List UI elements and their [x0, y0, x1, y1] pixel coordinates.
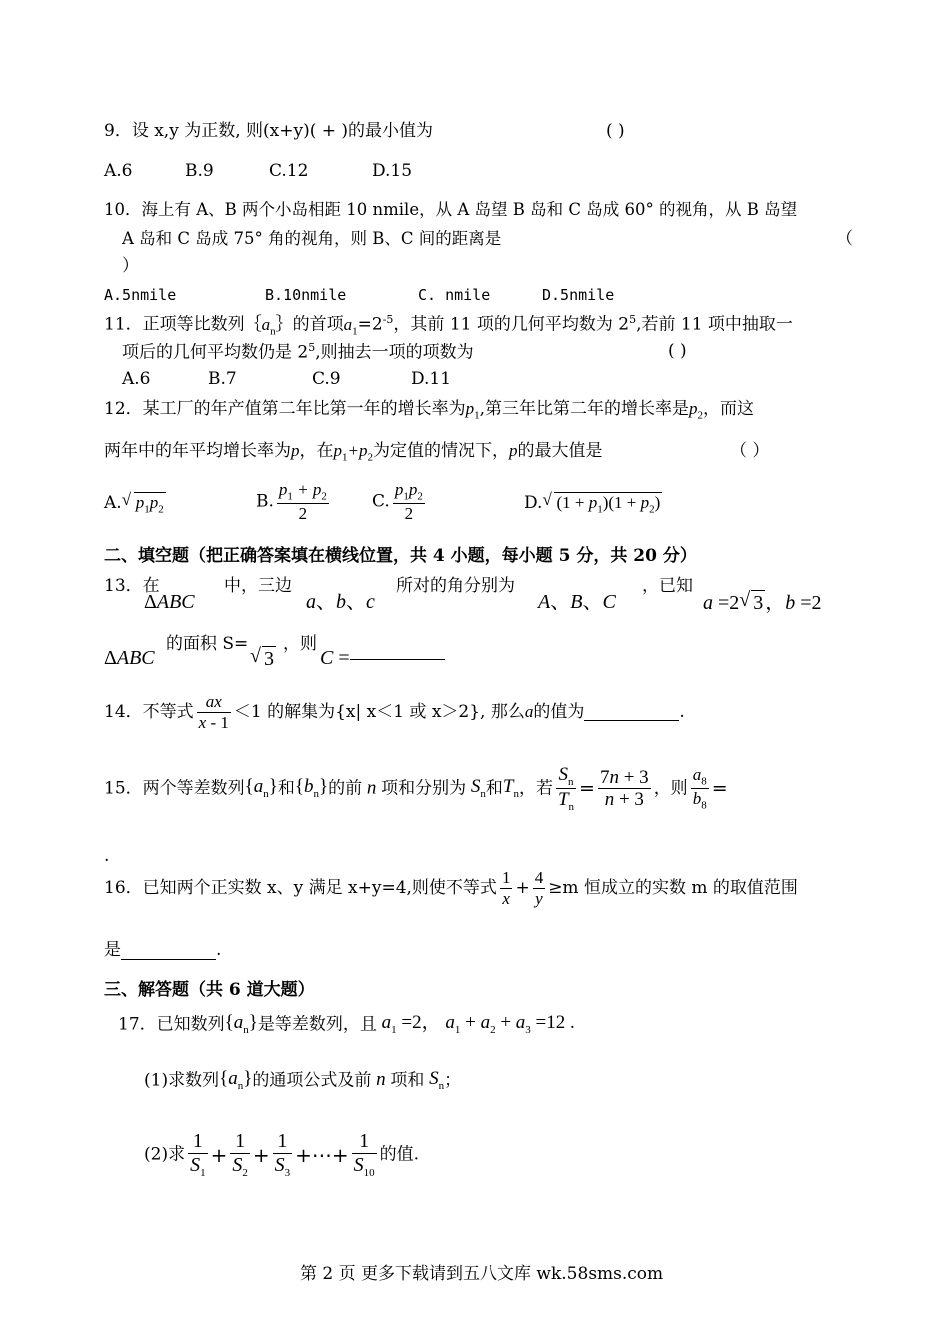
q13-text-e: 的面积 S=: [166, 634, 249, 654]
q9-option-c: C.12: [269, 161, 309, 181]
q10-line2: A 岛和 C 岛成 75° 角的视角，则 B、C 间的距离是: [122, 229, 502, 248]
q12-answer-paren: （ ）: [730, 441, 770, 461]
q16-line2: 是 .: [104, 940, 222, 960]
q10-line1: 10．海上有 A、B 两个小岛相距 10 nmile，从 A 岛望 B 岛和 C 岛成 60° 的视角，从 B 岛望: [104, 200, 798, 219]
q13-text-b: 中，三边: [224, 576, 292, 596]
q13-line1: 13．在: [104, 576, 160, 596]
q13-given: a =2√ 3 ，b =2: [703, 590, 822, 615]
q10-option-d: D.5nmile: [542, 286, 615, 304]
q12-line2: 两年中的年平均增长率为p，在$p_1+p_2$为定值的情况下，p的最大值是: [104, 441, 603, 464]
q13-text-d: ，已知: [642, 576, 693, 596]
section3-heading: 三、解答题（共 6 道大题）: [104, 980, 315, 1000]
q13-sides: a、b、c: [306, 591, 375, 613]
q17-part2: (2)求 $\frac{1}{S_1}$ + $\frac{1}{S_2}$ + $\frac{1}{S_3}$ +⋯+ $\frac{1}{S_{10}}$ 的值.: [144, 1130, 420, 1179]
q13-text-f: ，则: [283, 634, 317, 654]
q12-option-a: A.√ $p_1p_2$: [104, 492, 166, 517]
q13-angles: A、B、C: [538, 591, 616, 613]
q10-paren-open: （: [836, 229, 853, 249]
q11-option-d: D.11: [411, 369, 452, 389]
q9-option-d: D.15: [372, 161, 413, 181]
q12-option-d: D.√ $(1 + p_1)(1 + p_2)$: [524, 492, 662, 517]
section2-heading: 二、填空题（把正确答案填在横线位置，共 4 小题，每小题 5 分，共 20 分）: [104, 546, 697, 566]
q15-period: .: [104, 846, 110, 866]
q10-paren-close: ）: [122, 256, 139, 276]
q9-option-b: B.9: [185, 161, 214, 181]
q13-text-c: 所对的角分别为: [396, 576, 515, 596]
q9-stem: 9．设 x,y 为正数, 则(x+y)( + )的最小值为: [104, 121, 434, 141]
q12-option-c: C. $\frac{p_1p_2}{2}$: [372, 480, 423, 524]
q10-option-b: B.10nmile: [265, 286, 347, 304]
q11-option-a: A.6: [122, 369, 151, 389]
q13-answer: C =: [320, 646, 445, 670]
q17-part1: (1)求数列$\{a_n\}$的通项公式及前 n 项和 $S_n$；: [144, 1068, 462, 1092]
q11-option-c: C.9: [312, 369, 341, 389]
q13-area: √ 3: [250, 646, 276, 671]
q17-stem: 17．已知数列$\{a_n\}$是等差数列，且 $a_1 =2$， $a_1 + a_2 + a_3 =12$ .: [118, 1012, 575, 1036]
q10-option-c: C. nmile: [418, 286, 491, 304]
q11-option-b: B.7: [208, 369, 237, 389]
q11-line1: 11．正项等比数列$\{a_n\}$的首项$a_1=2^{-5}$，其前 11 项的几何平均数为 $2^5$,若前 11 项中抽取一: [104, 313, 793, 338]
page-footer: 第 2 页 更多下载请到五八文库 wk.58sms.com: [300, 1264, 664, 1284]
q11-answer-paren: ( ): [668, 341, 687, 361]
q11-line2: 项后的几何平均数仍是 $2^5$,则抽去一项的项数为: [122, 341, 474, 363]
q10-option-a: A.5nmile: [104, 286, 177, 304]
q9-option-a: A.6: [104, 161, 133, 181]
q12-line1: 12．某工厂的年产值第二年比第一年的增长率为$p_1$,第三年比第二年的增长率是$p_2$，而这: [104, 399, 755, 422]
q13-triangle-abc-2: ΔABC: [104, 647, 155, 669]
q9-answer-paren: ( ): [606, 121, 625, 141]
q13-triangle-abc: ΔABC: [144, 591, 195, 613]
q12-option-b: B. $\frac{p_1 + p_2}{2}$: [256, 480, 327, 524]
q15-line: 15．两个等差数列$\{a_n\}$和$\{b_n\}$的前 n 项和分别为 $S_n$和$T_n$，若 $\frac{S_n}{T_n}$ = $\frac{7n + 3}{n + 3}$ ，则 $\frac{a_8}{b_8}$ =: [104, 764, 728, 814]
q16-line1: 16．已知两个正实数 x、y 满足 x+y=4,则使不等式 $\frac{1}{x}$ + $\frac{4}{y}$ ≥m 恒成立的实数 m 的取值范围: [104, 868, 798, 908]
q14-line: 14．不等式 $\frac{ax}{x - 1}$ ＜1 的解集为{x| x＜1 或 x＞2}, 那么a的值为 .: [104, 692, 685, 732]
